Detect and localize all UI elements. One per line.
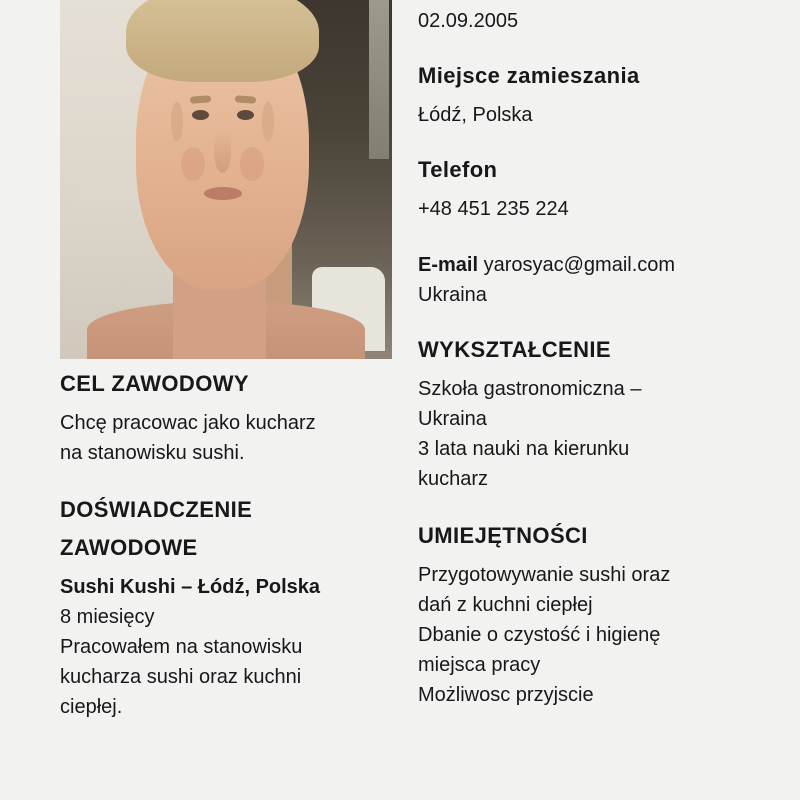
skills-line: miejsca pracy bbox=[418, 654, 541, 676]
experience-block bbox=[60, 496, 390, 722]
birth-date: 02.09.2005 bbox=[418, 10, 519, 32]
nationality-value: Ukraina bbox=[418, 284, 487, 306]
experience-duration: 8 miesięcy bbox=[60, 606, 155, 628]
photo-nose bbox=[214, 130, 231, 173]
phone-block bbox=[418, 156, 758, 224]
photo-eyebrow-right bbox=[235, 95, 256, 103]
residence-value: Łódź, Polska bbox=[418, 104, 533, 126]
skills-line: Przygotowywanie sushi oraz bbox=[418, 564, 671, 586]
photo-ear-left bbox=[171, 102, 183, 142]
education-line: 3 lata nauki na kierunku bbox=[418, 438, 630, 460]
photo-eyebrow-left bbox=[190, 95, 211, 103]
right-column bbox=[418, 0, 758, 738]
photo-eye-left bbox=[192, 110, 209, 120]
education-line: Ukraina bbox=[418, 408, 487, 430]
photo-cheek-right bbox=[240, 147, 264, 181]
education-line: Szkoła gastronomiczna – bbox=[418, 378, 642, 400]
photo-eye-right bbox=[237, 110, 254, 120]
photo-mouth bbox=[204, 187, 242, 200]
skills-line: Dbanie o czystość i higienę bbox=[418, 624, 661, 646]
residence-label: Miejsce zamieszania bbox=[418, 63, 640, 88]
photo-hair bbox=[126, 0, 319, 82]
photo-ear-right bbox=[262, 102, 274, 142]
skills-block bbox=[418, 522, 758, 710]
experience-description-line: Pracowałem na stanowisku bbox=[60, 636, 303, 658]
experience-description-line: kucharza sushi oraz kuchni bbox=[60, 666, 302, 688]
left-column bbox=[60, 370, 390, 750]
goal-line: Chcę pracowac jako kucharz bbox=[60, 412, 316, 434]
education-block bbox=[418, 336, 758, 494]
photo-image bbox=[60, 0, 392, 359]
goal-heading: CEL ZAWODOWY bbox=[60, 371, 249, 396]
experience-heading-line2: ZAWODOWE bbox=[60, 535, 198, 560]
goal-block bbox=[60, 370, 390, 468]
experience-employer: Sushi Kushi – Łódź, Polska bbox=[60, 576, 321, 598]
phone-value: +48 451 235 224 bbox=[418, 198, 569, 220]
experience-description-line: ciepłej. bbox=[60, 696, 123, 718]
photo-background-window bbox=[369, 0, 389, 159]
skills-line: dań z kuchni ciepłej bbox=[418, 594, 593, 616]
skills-line: Możliwosc przyjscie bbox=[418, 684, 594, 706]
applicant-photo bbox=[60, 0, 392, 359]
email-label: E-mail bbox=[418, 254, 479, 276]
photo-cheek-left bbox=[181, 147, 205, 181]
education-line: kucharz bbox=[418, 468, 489, 490]
experience-heading-line1: DOŚWIADCZENIE bbox=[60, 497, 253, 522]
phone-label: Telefon bbox=[418, 157, 498, 182]
email-value: yarosyac@gmail.com bbox=[483, 254, 676, 276]
email-block bbox=[418, 250, 758, 310]
residence-block bbox=[418, 62, 758, 130]
education-heading: WYKSZTAŁCENIE bbox=[418, 337, 612, 362]
skills-heading: UMIEJĘTNOŚCI bbox=[418, 523, 588, 548]
goal-line: na stanowisku sushi. bbox=[60, 442, 245, 464]
email-row bbox=[418, 250, 758, 280]
